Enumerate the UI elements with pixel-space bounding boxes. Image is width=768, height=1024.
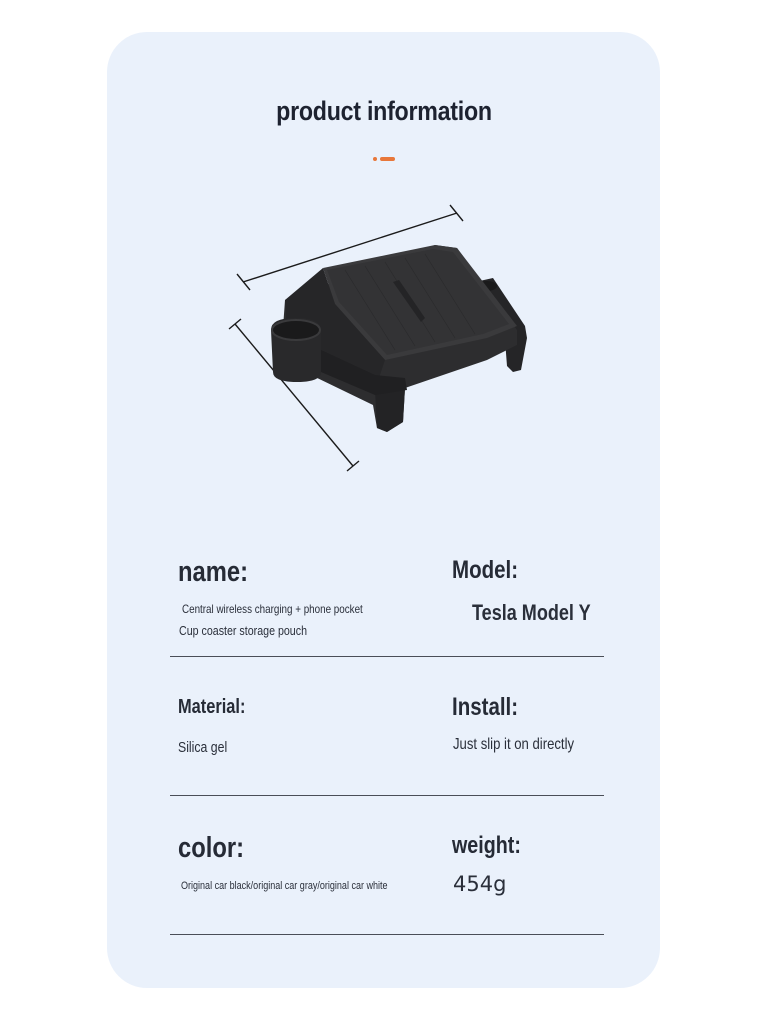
accent-dot: [373, 157, 377, 161]
divider-2: [170, 795, 604, 796]
model-value: Tesla Model Y: [472, 600, 591, 625]
console-organizer-illustration: [225, 200, 545, 480]
page-title: product information: [276, 96, 492, 126]
divider-3: [170, 934, 604, 935]
color-value: Original car black/original car gray/original car white: [181, 880, 388, 892]
model-label: Model:: [452, 556, 519, 584]
accent-bar: [380, 157, 395, 161]
material-value: Silica gel: [178, 739, 228, 756]
color-label: color:: [178, 832, 245, 864]
install-label: Install:: [452, 693, 519, 721]
install-value: Just slip it on directly: [453, 736, 575, 753]
weight-label: weight:: [452, 832, 521, 859]
name-line-2: Cup coaster storage pouch: [179, 623, 308, 638]
divider-1: [170, 656, 604, 657]
weight-value: 454g: [453, 872, 507, 896]
organizer-body: [271, 245, 527, 432]
name-label: name:: [178, 556, 249, 588]
material-label: Material:: [178, 696, 246, 718]
name-line-1: Central wireless charging + phone pocket: [182, 602, 363, 616]
product-image: [225, 200, 545, 480]
